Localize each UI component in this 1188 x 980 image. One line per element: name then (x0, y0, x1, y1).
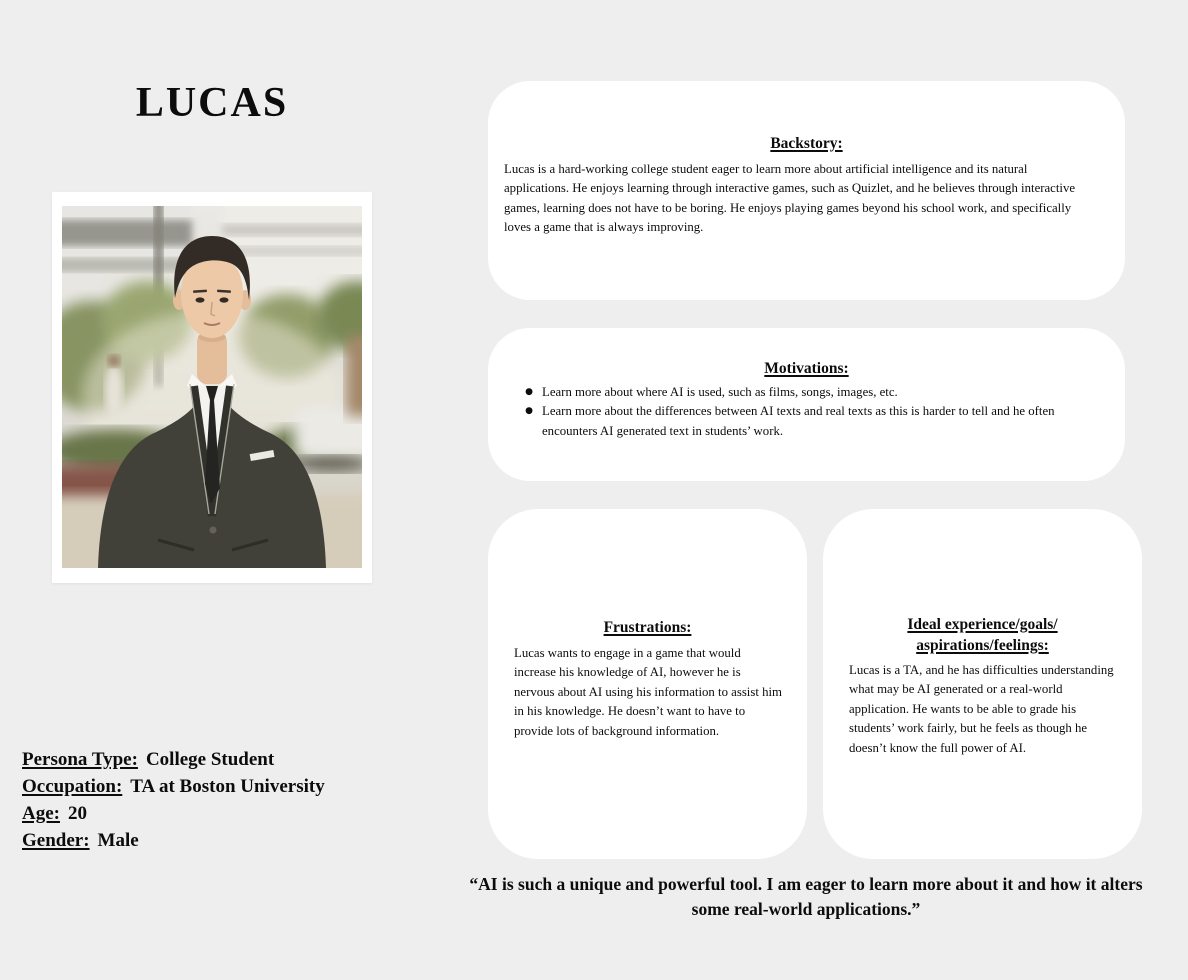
detail-label-occupation: Occupation: (22, 776, 123, 797)
ideal-experience-title-line1: Ideal experience/goals/ (907, 616, 1058, 633)
backstory-body: Lucas is a hard-working college student eager to learn more about artificial intelligence and its natural applications. He enjoys learning through interactive games, such as Quizlet, and he believes through interactive games, learning does not have to be boring. He enjoys playing games beyond his school work, and specifically loves a game that is always improving. (504, 162, 1076, 235)
persona-detail-row (22, 773, 452, 800)
backstory-title: Backstory: (770, 135, 843, 152)
persona-detail-row (22, 746, 452, 773)
portrait-photo-illustration (62, 206, 362, 568)
motivation-bullet-text: Learn more about the differences between AI texts and real texts as this is harder to tell and he often encounters AI generated text in students’ work. (542, 404, 1055, 438)
motivations-title: Motivations: (764, 360, 849, 377)
ideal-experience-title-line2: aspirations/feelings: (916, 637, 1049, 654)
motivations-bullet-list (488, 383, 1125, 441)
list-item (516, 402, 1095, 441)
ideal-experience-card (823, 509, 1142, 859)
list-item (516, 383, 1095, 402)
detail-label-gender: Gender: (22, 830, 90, 851)
persona-quote: “AI is such a unique and powerful tool. I am eager to learn more about it and how it alters some real-world applications.” (469, 874, 1143, 919)
persona-details (22, 746, 452, 854)
detail-value-occupation: TA at Boston University (130, 776, 325, 797)
bullet-dot-icon: ● (525, 406, 533, 417)
detail-value-gender: Male (97, 830, 139, 851)
ideal-experience-body: Lucas is a TA, and he has difficulties understanding what may be AI generated or a real-world application. He wants to be able to grade his students’ work fairly, but he feels as though he doesn’t know the full power of AI. (849, 663, 1114, 755)
motivation-bullet-text: Learn more about where AI is used, such as films, songs, images, etc. (542, 385, 898, 399)
photo-frame (52, 192, 372, 583)
persona-name-title: LUCAS (135, 80, 289, 126)
bullet-dot-icon: ● (525, 387, 533, 397)
frustrations-title: Frustrations: (603, 619, 692, 636)
frustrations-body: Lucas wants to engage in a game that would increase his knowledge of AI, however he is nervous about AI using his information to assist him in his knowledge. He doesn’t want to have to provide lots of background information. (514, 646, 783, 738)
detail-value-age: 20 (67, 803, 87, 824)
detail-label-persona-type: Persona Type: (22, 749, 138, 770)
backstory-card (488, 81, 1125, 300)
detail-label-age: Age: (22, 803, 60, 824)
frustrations-card (488, 509, 807, 859)
detail-value-persona-type: College Student (145, 749, 275, 770)
persona-detail-row (22, 827, 452, 854)
ideal-experience-title (823, 614, 1142, 656)
persona-detail-row (22, 800, 452, 827)
motivations-card (488, 328, 1125, 481)
portrait-photo (62, 206, 362, 568)
